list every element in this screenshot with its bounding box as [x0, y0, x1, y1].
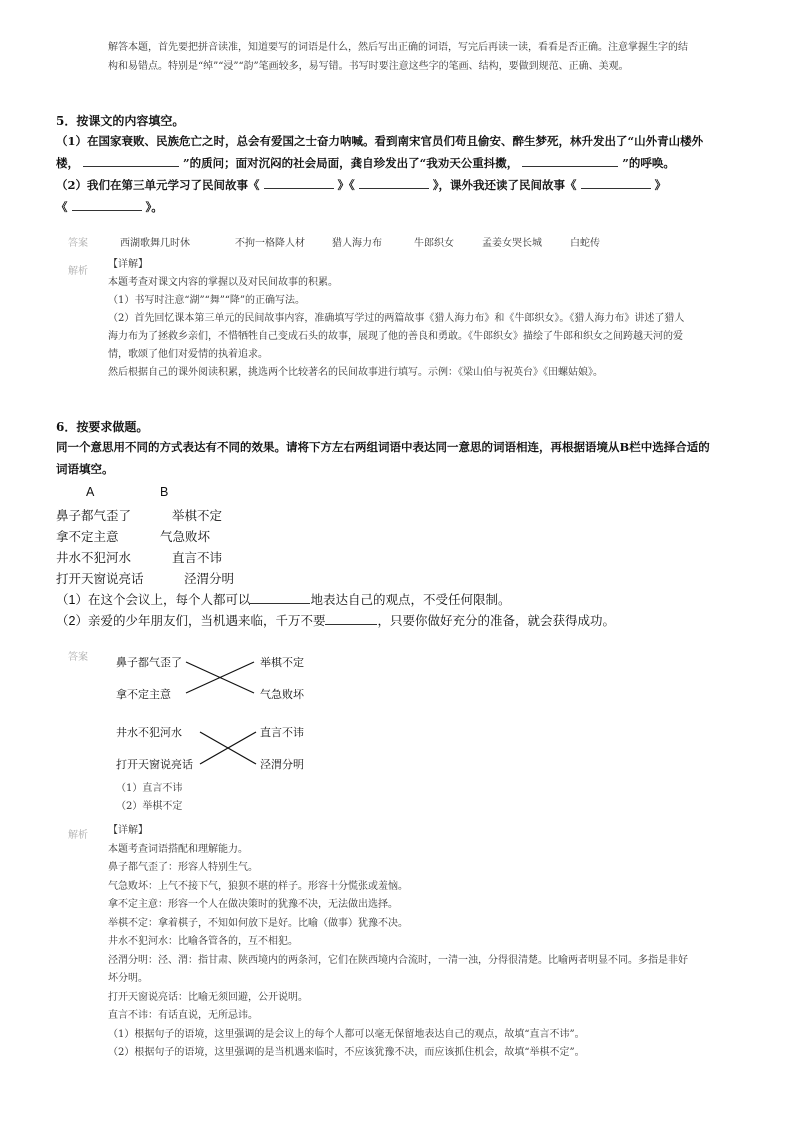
answer-item: 猎人海力布 [332, 238, 382, 249]
column-b-header: B [160, 485, 169, 499]
analysis-line: 拿不定主意：形容一个人在做决策时的犹豫不决，无法做出选择。 [108, 899, 398, 910]
analysis-line: 海力布为了拯救乡亲们，不惜牺牲自己变成石头的故事，展现了他的善良和勇敢。《牛郎织女》描绘了牛郎和织女之间跨越天河的爱 [108, 331, 683, 342]
q5-text: ”的质问；面对沉闷的社会局面，龚自珍发出了“我劝天公重抖擞， [183, 156, 519, 170]
analysis-line: （2）首先回忆课本第三单元的民间故事内容，准确填写学过的两篇故事《猎人海力布》和《牛郎织女》。《猎人海力布》讲述了猎人 [108, 313, 685, 324]
fill-answer: （2）举棋不定 [116, 801, 183, 812]
column-a-header: A [86, 485, 95, 499]
question-6-title: 6．按要求做题。 [56, 420, 149, 434]
q5-text: 》。 [145, 200, 163, 214]
column-a-word: 拿不定主意 [56, 530, 119, 544]
answer-tag: 答案 [68, 238, 88, 249]
analysis-line: 【详解】 [108, 825, 148, 836]
q5-text: 》 [654, 178, 667, 192]
answer-item: 白蛇传 [570, 238, 600, 249]
match-right-word: 气急败坏 [260, 689, 304, 701]
analysis-line: 泾渭分明：泾、渭：指甘肃、陕西境内的两条河，它们在陕西境内合流时，一清一浊，分得很清楚。比喻两者明显不同。多指是非好 [108, 954, 688, 966]
match-right-word: 举棋不定 [260, 657, 304, 669]
q5-text: 《 [56, 200, 68, 214]
q6-text: （1）在这个会议上，每个人都可以 [56, 593, 251, 607]
analysis-line: 鼻子都气歪了：形容人特别生气。 [108, 862, 258, 873]
top-note-line: 解答本题，首先要把拼音读准，知道要写的词语是什么，然后写出正确的词语，写完后再读一读，看看是否正确。注意掌握生字的结 [108, 42, 688, 53]
match-left-word: 拿不定主意 [116, 689, 171, 701]
q5-text: （2）我们在第三单元学习了民间故事《 [56, 178, 260, 192]
column-b-word: 气急败坏 [160, 530, 211, 544]
answer-item: 西湖歌舞几时休 [120, 238, 190, 249]
analysis-line: （1）书写时注意“湖”“舞”“降”的正确写法。 [108, 295, 306, 306]
q5-text: ”的呼唤。 [622, 156, 675, 170]
question-5-title: 5．按课文的内容填空。 [56, 114, 185, 128]
q5-text: 》《 [337, 178, 355, 192]
column-b-word: 举棋不定 [172, 509, 223, 523]
answer-tag: 答案 [68, 652, 88, 663]
fill-answer: （1）直言不讳 [116, 783, 183, 794]
column-a-word: 鼻子都气歪了 [56, 509, 132, 523]
match-right-word: 泾渭分明 [260, 759, 304, 771]
column-a-word: 井水不犯河水 [56, 551, 132, 565]
match-right-word: 直言不讳 [260, 727, 304, 739]
analysis-line: 井水不犯河水：比喻各管各的，互不相犯。 [108, 936, 298, 947]
analysis-line: 本题考查词语搭配和理解能力。 [108, 843, 248, 855]
column-b-word: 泾渭分明 [184, 572, 235, 586]
analysis-line: 气急败坏：上气不接下气，狼狈不堪的样子。形容十分慌张或羞恼。 [108, 880, 408, 892]
match-left-word: 鼻子都气歪了 [116, 657, 182, 669]
q6-stem-line: 词语填空。 [56, 462, 114, 476]
q6-text: 地表达自己的观点，不受任何限制。 [310, 593, 511, 607]
q6-text: （2）亲爱的少年朋友们，当机遇来临，千万不要 [56, 614, 326, 628]
analysis-line: 然后根据自己的课外阅读积累，挑选两个比较著名的民间故事进行填写。示例：《梁山伯与祝英台》《田螺姑娘》。 [108, 367, 603, 378]
analysis-line: （1）根据句子的语境，这里强调的是会议上的每个人都可以毫无保留地表达自己的观点，故填“直言不讳”。 [108, 1028, 585, 1040]
analysis-line: 直言不讳：有话直说，无所忌讳。 [108, 1010, 258, 1021]
top-note-line: 构和易错点。特别是“绰”“浸”“韵”笔画较多，易写错。书写时要注意这些字的笔画、结构，要做到规范、正确、美观。 [108, 61, 629, 72]
match-left-word: 打开天窗说亮话 [116, 759, 193, 771]
q5-part1-line1: （1）在国家衰败、民族危亡之时，总会有爱国之士奋力呐喊。看到南宋官员们苟且偷安、醉生梦死，林升发出了“山外青山楼外 [56, 134, 704, 148]
q5-text: 楼， [56, 156, 79, 170]
q6-stem-line: 同一个意思用不同的方式表达有不同的效果。请将下方左右两组词语中表达同一意思的词语相连，再根据语境从B栏中选择合适的 [56, 440, 710, 454]
analysis-line: 本题考查对课文内容的掌握以及对民间故事的积累。 [108, 277, 338, 288]
analysis-line: 打开天窗说亮话：比喻无须回避，公开说明。 [108, 991, 308, 1003]
analysis-tag: 解析 [68, 830, 88, 841]
analysis-line: 【详解】 [108, 259, 148, 270]
q6-fill-answers [116, 780, 182, 816]
analysis-line: （2）根据句子的语境，这里强调的是当机遇来临时，不应该犹豫不决，而应该抓住机会，故填“举棋不定”。 [108, 1047, 585, 1058]
analysis-line: 举棋不定：拿着棋子，不知如何放下是好。比喻（做事）犹豫不决。 [108, 917, 408, 929]
q5-text: 》，课外我还读了民间故事《 [432, 178, 577, 192]
q6-analysis [108, 822, 788, 1063]
match-left-word: 井水不犯河水 [116, 727, 182, 739]
answer-item: 不拘一格降人材 [235, 238, 305, 249]
analysis-tag: 解析 [68, 266, 88, 277]
column-a-word: 打开天窗说亮话 [56, 572, 144, 586]
analysis-line: 情，歌颂了他们对爱情的执着追求。 [108, 349, 268, 360]
column-b-word: 直言不讳 [172, 551, 223, 565]
q6-text: ，只要你做好充分的准备，就会获得成功。 [377, 614, 615, 628]
analysis-line: 坏分明。 [108, 973, 148, 984]
answer-item: 牛郎织女 [414, 238, 454, 249]
answer-item: 孟姜女哭长城 [482, 238, 542, 249]
